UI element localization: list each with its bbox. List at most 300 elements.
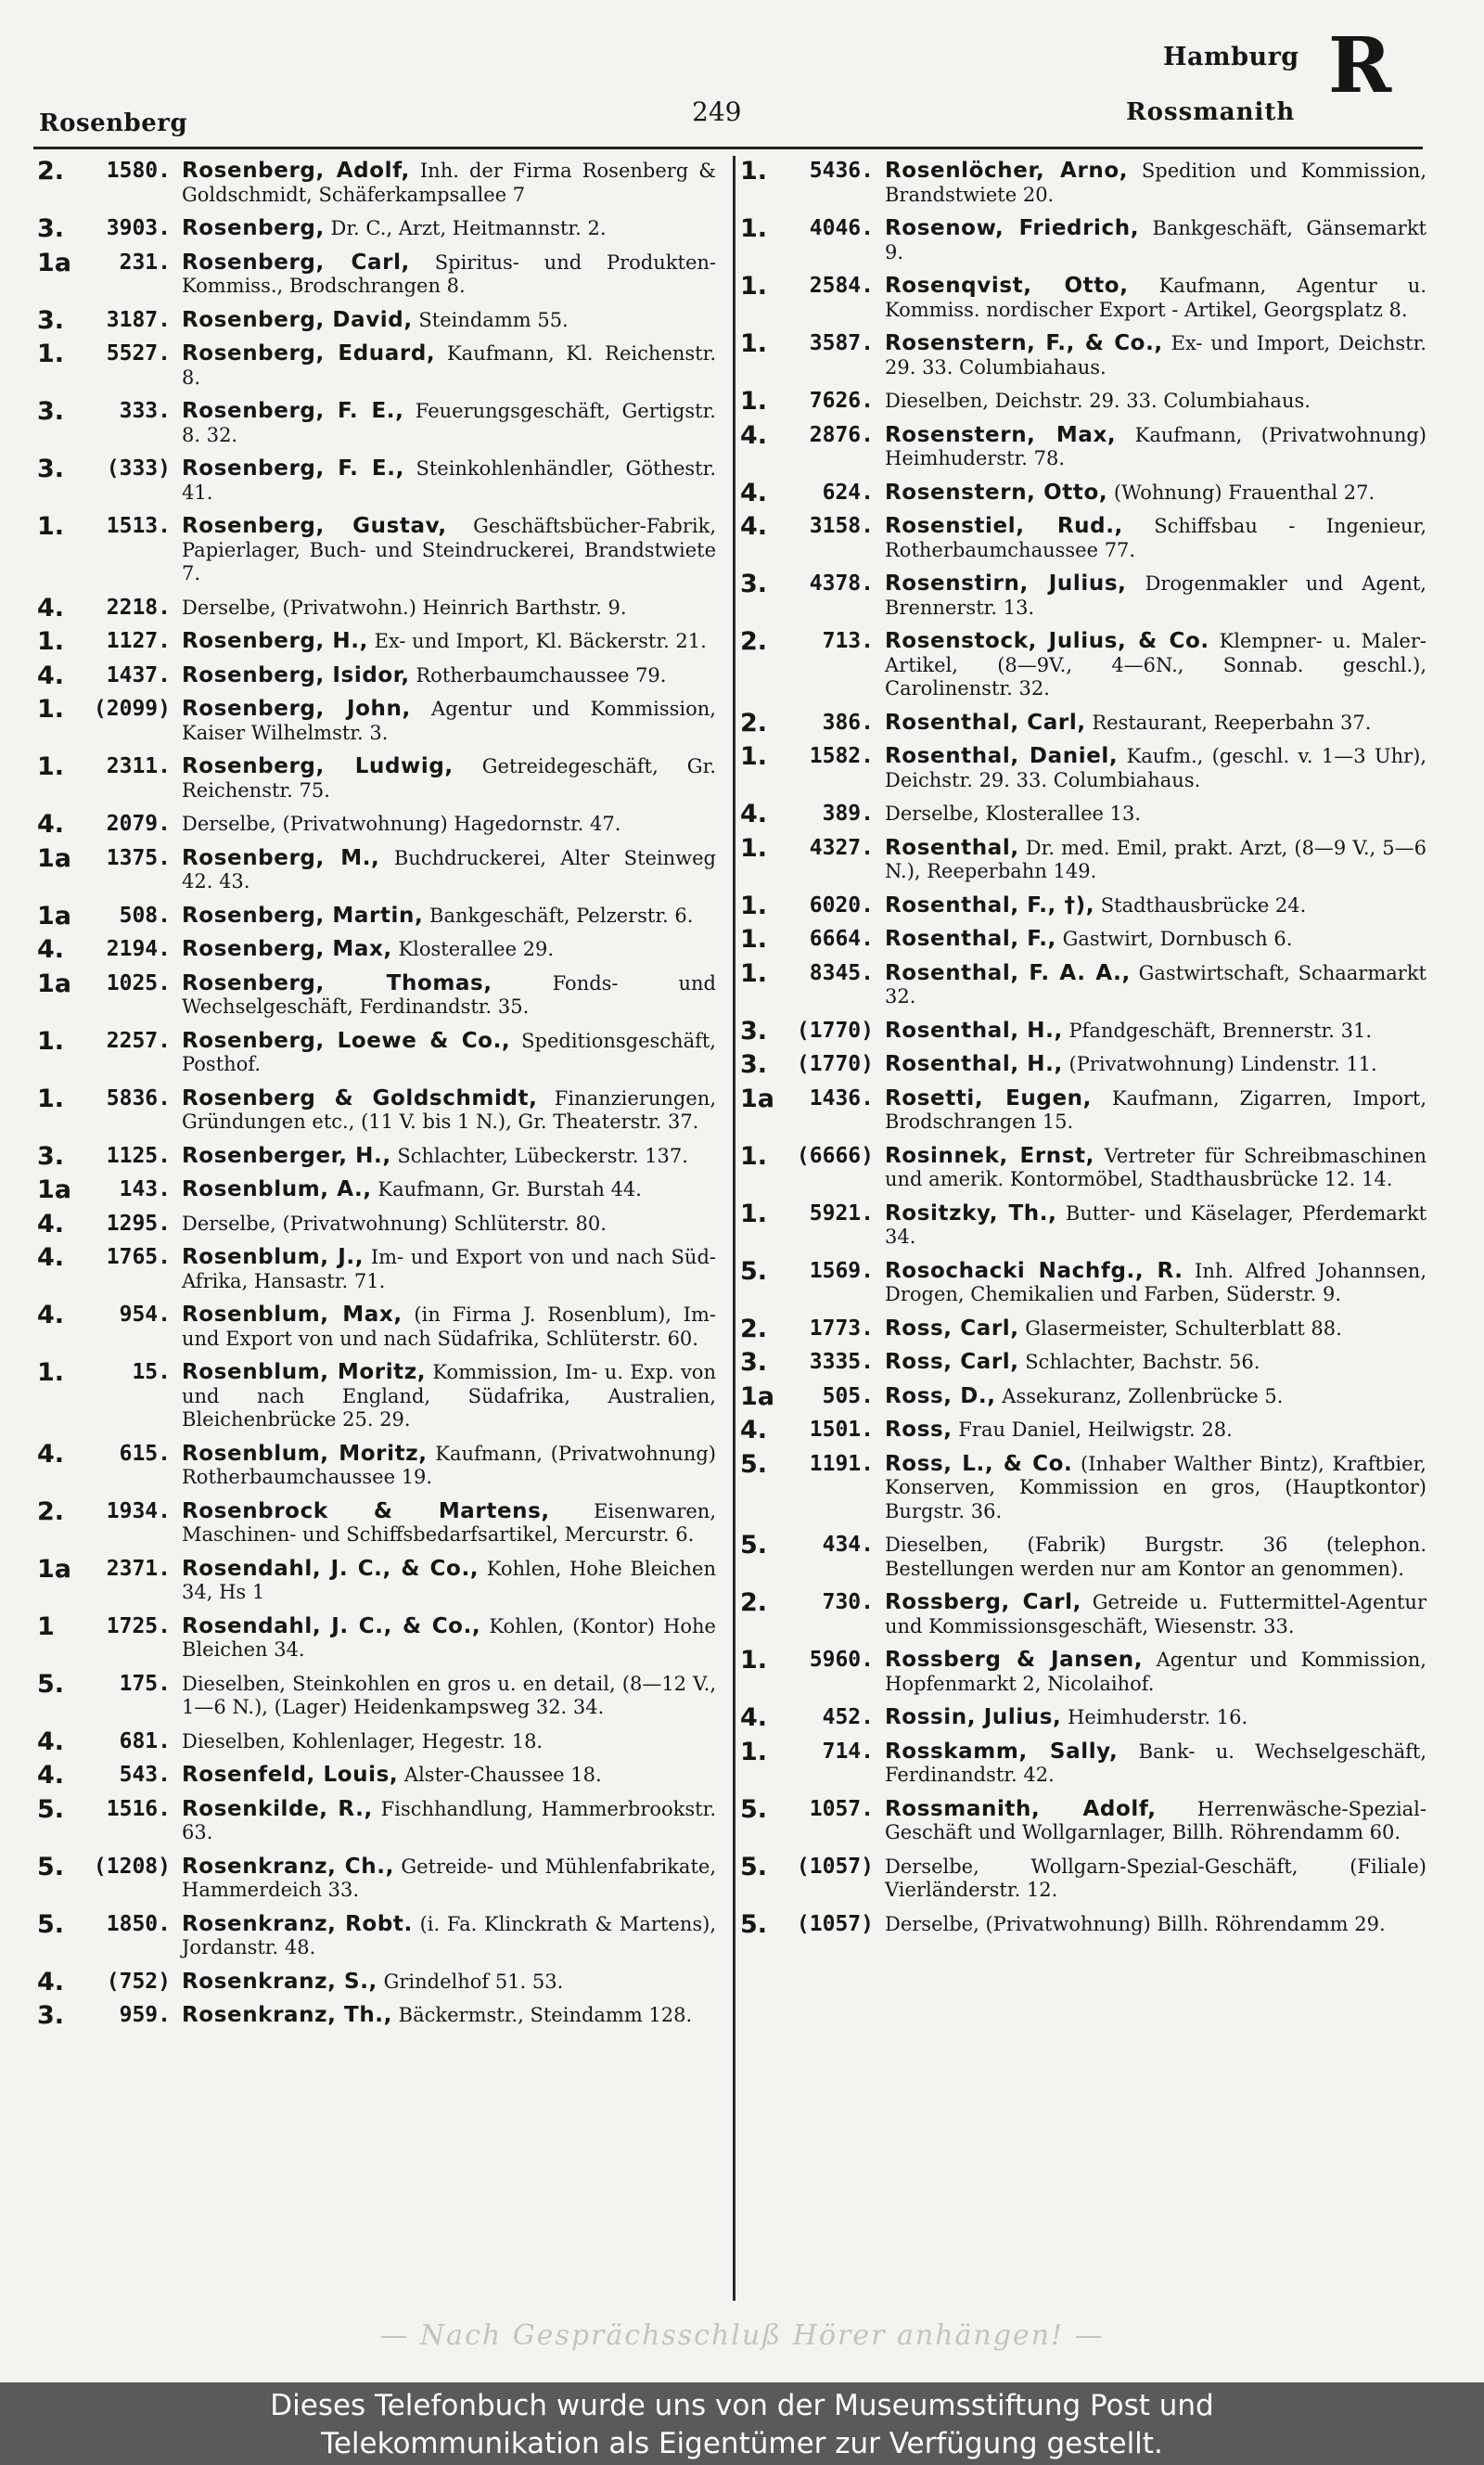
entry-text xyxy=(182,1558,716,1605)
exchange-code: 4. xyxy=(37,935,65,964)
subscriber-details: Pfandgeschäft, Brennerstr. 31. xyxy=(1068,1019,1373,1042)
subscriber-details: Kaufmann, Gr. Burstah 44. xyxy=(377,1178,642,1200)
subscriber-name: Rosenberg, Adolf, xyxy=(182,159,410,183)
entry-text xyxy=(885,1913,1426,1937)
exchange-code: 4. xyxy=(37,593,65,623)
directory-entry xyxy=(37,695,716,745)
entry-text xyxy=(885,1260,1426,1307)
entry-text xyxy=(182,1855,716,1903)
subscriber-name: Rosenberg, F. E., xyxy=(182,456,404,481)
exchange-code: 5. xyxy=(740,1794,768,1824)
directory-entry xyxy=(740,329,1426,379)
exchange-code: 1a xyxy=(740,1381,775,1411)
subscriber-details: Inh. der Firma Rosenberg & Goldschmidt, Schäferkampsallee 7 xyxy=(182,160,716,206)
phone-number: 508. xyxy=(119,903,171,928)
entry-text xyxy=(182,1673,716,1720)
directory-entry xyxy=(37,1909,716,1960)
directory-entry xyxy=(37,1611,716,1663)
subscriber-name: Rosenkilde, R., xyxy=(182,1796,373,1821)
directory-entry xyxy=(740,1381,1426,1411)
subscriber-details: Derselbe, (Privatwohnung) Hagedornstr. 47. xyxy=(182,813,621,835)
phone-number: 1773. xyxy=(809,1316,874,1341)
entry-text xyxy=(885,630,1426,701)
exchange-code: 1. xyxy=(740,1646,768,1675)
phone-number: 713. xyxy=(822,629,874,653)
left-column xyxy=(37,157,716,2038)
entry-text xyxy=(182,698,716,745)
subscriber-name: Rosenstirn, Julius, xyxy=(885,571,1127,596)
directory-entry xyxy=(37,1141,716,1171)
phone-number: 2876. xyxy=(809,422,874,447)
subscriber-details: Assekuranz, Zollenbrücke 5. xyxy=(1002,1384,1284,1407)
subscriber-details: Getreide u. Futtermittel-Agentur und Kommissionsgeschäft, Wiesenstr. 33. xyxy=(885,1591,1426,1637)
directory-entry xyxy=(740,1084,1426,1135)
subscriber-details: Heimhuderstr. 16. xyxy=(1068,1706,1248,1728)
exchange-code: 2. xyxy=(740,627,768,656)
footer-credit xyxy=(0,2382,1484,2465)
subscriber-details: Derselbe, Wollgarn-Spezial-Geschäft, (Filiale) Vierländerstr. 12. xyxy=(885,1855,1426,1901)
exchange-code: 2. xyxy=(740,1314,768,1343)
subscriber-name: Rosenblum, J., xyxy=(182,1245,365,1269)
phone-number: 2311. xyxy=(106,754,171,778)
directory-entry xyxy=(37,810,716,839)
exchange-code: 5. xyxy=(740,1852,768,1881)
entry-text xyxy=(885,1145,1426,1192)
entry-text xyxy=(885,217,1426,264)
entry-text xyxy=(182,1730,716,1754)
subscriber-name: Rosenblum, Moritz, xyxy=(182,1441,428,1466)
exchange-code: 1a xyxy=(37,969,72,998)
phone-number: 3187. xyxy=(106,307,171,332)
exchange-code: 2. xyxy=(37,1496,65,1526)
subscriber-name: Rosenberg, Ludwig, xyxy=(182,754,454,778)
phone-number: 389. xyxy=(822,802,874,826)
phone-number: 1125. xyxy=(106,1143,171,1168)
phone-number: 175. xyxy=(119,1671,171,1696)
directory-entry xyxy=(740,1737,1426,1788)
exchange-code: 3. xyxy=(37,397,65,426)
subscriber-name: Rosenberg, Thomas, xyxy=(182,970,493,995)
subscriber-name: Rosenberg, David, xyxy=(182,307,413,332)
entry-text xyxy=(885,1087,1426,1135)
subscriber-name: Rosenberg, Isidor, xyxy=(182,662,410,687)
subscriber-details: Vertreter für Schreibmaschinen und amerik. Kontormöbel, Stadthausbrücke 12. 14. xyxy=(885,1144,1426,1190)
subscriber-name: Rosenlöcher, Arno, xyxy=(885,159,1129,183)
subscriber-details: Getreidegeschäft, Gr. Reichenstr. 75. xyxy=(182,755,716,802)
exchange-code: 5. xyxy=(740,1531,768,1560)
entry-text xyxy=(885,160,1426,207)
entry-text xyxy=(885,1453,1426,1524)
exchange-code: 1. xyxy=(740,833,768,863)
exchange-code: 4. xyxy=(740,800,768,828)
directory-entry xyxy=(37,935,716,964)
entry-text xyxy=(885,1855,1426,1903)
subscriber-name: Rosenberg, M., xyxy=(182,845,380,870)
entry-text xyxy=(885,515,1426,562)
exchange-code: 1. xyxy=(37,512,65,541)
subscriber-details: Alster-Chaussee 18. xyxy=(403,1764,602,1786)
subscriber-name: Rosenfeld, Louis, xyxy=(182,1763,399,1787)
directory-entry xyxy=(740,420,1426,471)
directory-entry xyxy=(740,1050,1426,1079)
subscriber-details: Dr. C., Arzt, Heitmannstr. 2. xyxy=(330,217,607,239)
entry-text xyxy=(885,572,1426,620)
exchange-code: 1. xyxy=(740,958,768,988)
exchange-code: 4. xyxy=(740,478,768,507)
entry-text xyxy=(182,938,716,962)
phone-number: 1765. xyxy=(106,1245,171,1269)
phone-number: 3335. xyxy=(809,1350,874,1374)
subscriber-details: Kaufmann, (Privatwohnung) Rotherbaumchaussee 19. xyxy=(182,1442,716,1488)
phone-number: 543. xyxy=(119,1763,171,1787)
phone-number: 959. xyxy=(119,2003,171,2027)
phone-number: 5836. xyxy=(106,1085,171,1111)
directory-entry xyxy=(37,305,716,335)
subscriber-details: Kommission, Im- u. Exp. von und nach England, Südafrika, Australien, Bleichenbrücke 25. 29. xyxy=(182,1361,716,1431)
directory-entry xyxy=(740,925,1426,954)
subscriber-details: Schlachter, Bachstr. 56. xyxy=(1025,1351,1260,1373)
entry-text xyxy=(885,390,1426,414)
subscriber-name: Rosenstern, Max, xyxy=(885,422,1117,447)
directory-entry xyxy=(37,627,716,656)
bleed-through-note: — Nach Gesprächsschluß Hörer anhängen! — xyxy=(379,2319,1105,2352)
subscriber-details: Eisenwaren, Maschinen- und Schiffsbedarfsartikel, Mercurstr. 6. xyxy=(182,1499,716,1546)
exchange-code: 1. xyxy=(37,695,65,724)
entry-text xyxy=(182,972,716,1020)
subscriber-details: Finanzierungen, Gründungen etc., (11 V. bis 1 N.), Gr. Theaterstr. 37. xyxy=(182,1086,716,1133)
phone-number: (333) xyxy=(106,456,171,481)
exchange-code: 3. xyxy=(37,1141,65,1171)
entry-text xyxy=(885,1053,1426,1077)
phone-number: (1057) xyxy=(796,1911,874,1936)
subscriber-name: Rosinnek, Ernst, xyxy=(885,1143,1094,1168)
directory-entry xyxy=(37,248,716,299)
entry-text xyxy=(182,1246,716,1293)
exchange-code: 4. xyxy=(37,1967,65,1996)
subscriber-details: Drogenmakler und Agent, Brennerstr. 13. xyxy=(885,572,1426,619)
entry-text xyxy=(885,802,1426,827)
subscriber-name: Rosenkranz, Th., xyxy=(182,2003,392,2027)
entry-text xyxy=(182,630,716,654)
exchange-code: 5. xyxy=(37,1794,65,1824)
directory-entry xyxy=(37,1439,716,1490)
subscriber-details: Kaufmann, Kl. Reichenstr. 8. xyxy=(182,342,716,389)
directory-entry xyxy=(37,661,716,690)
directory-entry xyxy=(740,272,1426,322)
page-number: 249 xyxy=(692,96,742,127)
subscriber-details: Dieselben, Deichstr. 29. 33. Columbiahaus. xyxy=(885,390,1311,412)
subscriber-name: Rosenthal, H., xyxy=(885,1018,1063,1043)
directory-entry xyxy=(740,1588,1426,1638)
exchange-code: 4. xyxy=(37,661,65,690)
directory-entry xyxy=(740,1416,1426,1444)
subscriber-name: Rosenthal, xyxy=(885,835,1019,860)
directory-entry xyxy=(37,969,716,1020)
running-head-left: Rosenberg xyxy=(39,109,188,137)
subscriber-details: Fonds- und Wechselgeschäft, Ferdinandstr. 35. xyxy=(182,971,716,1018)
entry-text xyxy=(182,664,716,688)
exchange-code: 1 xyxy=(37,1611,55,1641)
subscriber-details: Herrenwäsche-Spezial-Geschäft und Wollgarnlager, Billh. Röhrendamm 60. xyxy=(885,1797,1426,1843)
phone-number: 1569. xyxy=(809,1258,874,1283)
exchange-code: 4. xyxy=(37,1761,65,1790)
subscriber-details: Steindamm 55. xyxy=(418,308,569,331)
exchange-code: 5. xyxy=(37,1909,65,1939)
phone-number: 1516. xyxy=(106,1796,171,1821)
entry-text xyxy=(182,309,716,333)
phone-number: 2584. xyxy=(809,274,874,298)
exchange-code: 1. xyxy=(740,925,768,954)
phone-number: 3903. xyxy=(106,216,171,240)
entry-text xyxy=(182,1361,716,1432)
subscriber-details: Spiritus- und Produkten-Kommiss., Brodschrangen 8. xyxy=(182,250,716,297)
directory-entry xyxy=(37,1554,716,1605)
exchange-code: 5. xyxy=(740,1909,768,1939)
phone-number: 1191. xyxy=(809,1451,874,1476)
subscriber-details: Getreide- und Mühlenfabrikate, Hammerdeich 33. xyxy=(182,1855,716,1901)
subscriber-details: Derselbe, Klosterallee 13. xyxy=(885,802,1142,825)
column-divider xyxy=(733,156,736,2301)
phone-number: (1208) xyxy=(93,1854,171,1879)
exchange-code: 1a xyxy=(37,843,72,873)
entry-text xyxy=(182,1087,716,1135)
exchange-code: 1a xyxy=(37,248,72,277)
exchange-code: 2. xyxy=(740,708,768,738)
entry-text xyxy=(182,1145,716,1169)
exchange-code: 5. xyxy=(37,1852,65,1881)
directory-entry xyxy=(37,901,716,931)
entry-text xyxy=(182,755,716,802)
subscriber-details: Bankgeschäft, Pelzerstr. 6. xyxy=(429,904,694,927)
entry-text xyxy=(885,1351,1426,1375)
subscriber-details: Restaurant, Reeperbahn 37. xyxy=(1092,711,1372,734)
exchange-code: 1. xyxy=(740,272,768,301)
entry-text xyxy=(885,894,1426,918)
subscriber-details: Feuerungsgeschäft, Gertigstr. 8. 32. xyxy=(182,400,716,446)
entry-text xyxy=(182,1178,716,1202)
subscriber-name: Rosenberg, Martin, xyxy=(182,903,424,928)
phone-number: 615. xyxy=(119,1441,171,1466)
subscriber-details: Bank- u. Wechselgeschäft, Ferdinandstr. 42. xyxy=(885,1740,1426,1786)
subscriber-details: Speditionsgeschäft, Posthof. xyxy=(182,1029,716,1075)
entry-text xyxy=(182,2004,716,2028)
footer-line-2: Telekommunikation als Eigentümer zur Verfügung gestellt. xyxy=(321,2427,1163,2460)
subscriber-details: Inh. Alfred Johannsen, Drogen, Chemikalien und Farben, Süderstr. 9. xyxy=(885,1259,1427,1305)
subscriber-name: Rosenstern, Otto, xyxy=(885,480,1108,505)
directory-entry xyxy=(37,1794,716,1845)
subscriber-name: Rosetti, Eugen, xyxy=(885,1085,1092,1111)
exchange-code: 1a xyxy=(740,1084,775,1113)
directory-entry xyxy=(37,593,716,623)
subscriber-name: Rosenqvist, Otto, xyxy=(885,274,1129,298)
exchange-code: 1. xyxy=(37,1084,65,1113)
exchange-code: 4. xyxy=(37,1727,65,1756)
subscriber-name: Rosenblum, Moritz, xyxy=(182,1360,427,1384)
phone-number: 2194. xyxy=(106,937,171,961)
directory-entry xyxy=(740,1531,1426,1581)
subscriber-details: Geschäftsbücher-Fabrik, Papierlager, Buch- und Steindruckerei, Brandstwiete 7. xyxy=(182,515,716,584)
phone-number: 2371. xyxy=(106,1556,171,1581)
exchange-code: 1. xyxy=(740,742,768,771)
exchange-code: 3. xyxy=(37,214,65,243)
subscriber-name: Ross, xyxy=(885,1418,953,1442)
exchange-code: 1a xyxy=(37,1175,72,1204)
exchange-code: 4. xyxy=(740,420,768,450)
phone-number: (1770) xyxy=(796,1052,874,1076)
subscriber-details: Grindelhof 51. 53. xyxy=(383,1970,564,1993)
entry-text xyxy=(885,745,1426,792)
subscriber-details: Klempner- u. Maler-Artikel, (8—9V., 4—6N., Sonnab. geschl.), Carolinenstr. 32. xyxy=(885,630,1426,700)
subscriber-details: (i. Fa. Klinckrath & Martens), Jordanstr. 48. xyxy=(182,1912,716,1958)
entry-text xyxy=(182,251,716,299)
subscriber-name: Rosenthal, Daniel, xyxy=(885,744,1119,768)
entry-text xyxy=(885,928,1426,952)
exchange-code: 4. xyxy=(740,512,768,541)
exchange-code: 4. xyxy=(37,1209,65,1239)
entry-text xyxy=(885,1020,1426,1044)
phone-number: 714. xyxy=(822,1739,874,1764)
entry-text xyxy=(182,1798,716,1845)
directory-entry xyxy=(740,958,1426,1009)
subscriber-details: Fischhandlung, Hammerbrookstr. 63. xyxy=(182,1797,716,1843)
entry-text xyxy=(182,1030,716,1077)
subscriber-name: Rosenberg, Carl, xyxy=(182,250,410,275)
phone-number: 434. xyxy=(822,1533,874,1557)
subscriber-details: Rotherbaumchaussee 79. xyxy=(416,663,667,687)
subscriber-details: Glasermeister, Schulterblatt 88. xyxy=(1025,1316,1342,1340)
phone-number: 6664. xyxy=(809,927,874,951)
directory-entry xyxy=(37,214,716,243)
directory-entry xyxy=(37,1496,716,1547)
phone-number: (1057) xyxy=(796,1854,874,1879)
phone-number: 730. xyxy=(822,1590,874,1614)
entry-text xyxy=(182,905,716,929)
exchange-code: 3. xyxy=(740,1348,768,1377)
exchange-code: 3. xyxy=(37,455,65,483)
exchange-code: 2. xyxy=(740,1588,768,1617)
subscriber-details: Kaufmann, Zigarren, Import, Brodschrangen 15. xyxy=(885,1086,1426,1133)
directory-entry xyxy=(740,708,1426,738)
entry-text xyxy=(885,1202,1426,1250)
subscriber-details: Kohlen, (Kontor) Hohe Bleichen 34. xyxy=(182,1614,716,1661)
subscriber-name: Rosenthal, F., xyxy=(885,927,1056,951)
phone-number: 1580. xyxy=(106,159,171,183)
phone-number: 3158. xyxy=(809,514,874,538)
directory-entry xyxy=(740,1199,1427,1250)
entry-text xyxy=(182,1913,716,1960)
exchange-code: 1. xyxy=(740,214,768,243)
directory-entry xyxy=(740,157,1426,207)
phone-number: 4327. xyxy=(809,835,874,860)
exchange-code: 1. xyxy=(740,1199,768,1228)
entry-text xyxy=(885,1649,1426,1696)
footer-line-1: Dieses Telefonbuch wurde uns von der Museumsstiftung Post und xyxy=(270,2389,1214,2422)
subscriber-name: Rosskamm, Sally, xyxy=(885,1739,1119,1764)
directory-entry xyxy=(37,1084,716,1135)
entry-text xyxy=(182,597,716,621)
directory-entry xyxy=(740,1256,1427,1307)
directory-entry xyxy=(740,891,1426,920)
directory-entry xyxy=(740,1348,1426,1377)
entry-text xyxy=(885,1798,1426,1845)
subscriber-details: Derselbe, (Privatwohnung) Schlüterstr. 80. xyxy=(182,1212,607,1235)
exchange-code: 3. xyxy=(740,1050,768,1079)
subscriber-details: Kaufmann, Agentur u. Kommiss. nordischer Export - Artikel, Georgsplatz 8. xyxy=(885,275,1426,321)
directory-entry xyxy=(740,627,1426,701)
subscriber-name: Rosenberg, F. E., xyxy=(182,399,404,423)
subscriber-details: Ex- und Import, Kl. Bäckerstr. 21. xyxy=(374,630,707,652)
subscriber-name: Rosenkranz, Robt. xyxy=(182,1911,413,1936)
directory-entry xyxy=(740,1852,1426,1903)
entry-text xyxy=(885,1591,1426,1638)
exchange-code: 1a xyxy=(37,901,72,931)
directory-entry xyxy=(37,1243,716,1293)
city-label: Hamburg xyxy=(1163,43,1299,71)
subscriber-details: (in Firma J. Rosenblum), Im- und Export von und nach Südafrika, Schlüterstr. 60. xyxy=(182,1303,716,1350)
subscriber-name: Ross, L., & Co. xyxy=(885,1451,1073,1476)
phone-number: 5960. xyxy=(809,1648,874,1672)
entry-text xyxy=(182,1971,716,1995)
phone-number: 1934. xyxy=(106,1498,171,1523)
subscriber-name: Rosenthal, F. A. A., xyxy=(885,960,1131,985)
exchange-code: 3. xyxy=(37,305,65,335)
exchange-code: 4. xyxy=(740,1416,768,1444)
directory-entry xyxy=(37,342,716,390)
exchange-code: 2. xyxy=(37,157,65,186)
exchange-code: 4. xyxy=(37,1439,65,1469)
subscriber-details: Buchdruckerei, Alter Steinweg 42. 43. xyxy=(182,846,716,892)
directory-entry xyxy=(37,1852,716,1903)
entry-text xyxy=(885,1706,1426,1730)
phone-number: 8345. xyxy=(809,960,874,985)
entry-text xyxy=(885,837,1426,884)
exchange-code: 4. xyxy=(740,1703,768,1732)
entry-text xyxy=(885,962,1426,1009)
directory-entry xyxy=(740,478,1426,507)
subscriber-name: Rosenstern, F., & Co., xyxy=(885,331,1163,355)
subscriber-name: Rositzky, Th., xyxy=(885,1200,1057,1226)
subscriber-details: Bankgeschäft, Gänsemarkt 9. xyxy=(885,217,1426,263)
entry-text xyxy=(182,1764,716,1788)
directory-entry xyxy=(740,833,1426,884)
phone-number: 6020. xyxy=(809,892,874,918)
entry-text xyxy=(182,217,716,241)
phone-number: 1582. xyxy=(809,744,874,768)
subscriber-details: Ex- und Import, Deichstr. 29. 33. Columbiahaus. xyxy=(885,332,1426,379)
exchange-code: 1. xyxy=(37,1026,65,1056)
subscriber-details: Derselbe, (Privatwohnung) Billh. Röhrendamm 29. xyxy=(885,1912,1386,1935)
phone-number: 4378. xyxy=(809,571,874,596)
entry-text xyxy=(182,457,716,505)
subscriber-name: Ross, Carl, xyxy=(885,1316,1019,1341)
directory-entry xyxy=(740,802,1426,827)
exchange-code: 5. xyxy=(740,1449,768,1479)
phone-number: 2079. xyxy=(106,812,171,836)
subscriber-details: Spedition und Kommission, Brandstwiete 20. xyxy=(885,160,1426,206)
directory-entry xyxy=(740,1016,1426,1046)
phone-number: 1025. xyxy=(106,970,171,995)
phone-number: 333. xyxy=(119,399,171,423)
phone-number: 452. xyxy=(822,1705,874,1729)
entry-text xyxy=(182,1213,716,1237)
directory-entry xyxy=(37,752,716,802)
subscriber-details: Derselbe, (Privatwohn.) Heinrich Barthstr. 9. xyxy=(182,596,627,619)
entry-text xyxy=(182,160,716,207)
directory-entry xyxy=(740,1646,1426,1696)
subscriber-details: Steinkohlenhändler, Göthestr. 41. xyxy=(182,457,716,504)
subscriber-name: Rosenberger, H., xyxy=(182,1143,391,1168)
subscriber-name: Rosenthal, Carl, xyxy=(885,710,1086,735)
